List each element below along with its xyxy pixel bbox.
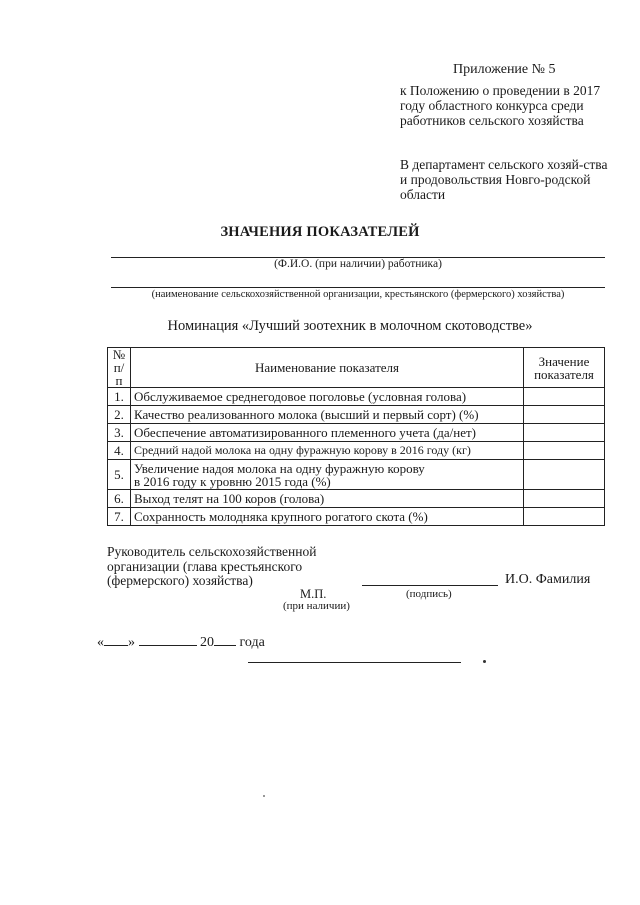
header-number: № п/п [108,348,131,388]
table-row [108,406,605,424]
row-indicator-name: Обеспечение автоматизированного племенного учета (да/нет) [131,424,524,442]
header-indicator-name: Наименование показателя [131,348,524,388]
day-blank[interactable] [104,633,128,646]
row-indicator-name: Обслуживаемое среднегодовое поголовье (условная голова) [131,388,524,406]
nomination-title: Номинация «Лучший зоотехник в молочном скотоводстве» [167,318,533,334]
year-blank[interactable] [214,633,236,646]
table-row [108,442,605,460]
regulation-reference: к Положению о проведении в 2017 году областного конкурса среди работников сельского хозяйства [400,83,601,128]
addressee: В департамент сельского хозяй-ства и продовольствия Новго-родской области [400,157,608,202]
signature-caption: (подпись) [406,588,452,600]
stamp-note: (при наличии) [283,600,350,612]
row-value-cell[interactable] [524,490,605,508]
row-indicator-name: Увеличение надоя молока на одну фуражную корову в 2016 году к уровню 2015 года (%) [131,460,524,490]
month-blank[interactable] [139,633,197,646]
row-value-cell[interactable] [524,388,605,406]
indicators-table [107,347,605,526]
stamp-label: М.П. [300,587,327,601]
appendix-number: Приложение № 5 [453,62,556,77]
row-number: 7. [108,508,131,526]
organization-name-line [111,287,605,288]
table-row [108,388,605,406]
row-indicator-name: Качество реализованного молока (высший и первый сорт) (%) [131,406,524,424]
row-value-cell[interactable] [524,406,605,424]
row-indicator-name: Сохранность молодняка крупного рогатого скота (%) [131,508,524,526]
row-number: 4. [108,442,131,460]
row-indicator-name: Выход телят на 100 коров (голова) [131,490,524,508]
table-header-row [108,348,605,388]
row-indicator-name: Средний надой молока на одну фуражную корову в 2016 году (кг) [131,442,524,460]
row-value-cell[interactable] [524,508,605,526]
row-value-cell[interactable] [524,442,605,460]
row-number: 5. [108,460,131,490]
scan-speck [263,795,265,797]
date-line: « » 20 года [97,635,265,650]
worker-name-caption: (Ф.И.О. (при наличии) работника) [274,258,442,270]
row-value-cell[interactable] [524,424,605,442]
table-row [108,490,605,508]
signature-line [362,585,498,586]
row-number: 2. [108,406,131,424]
row-number: 3. [108,424,131,442]
row-value-cell[interactable] [524,460,605,490]
bottom-line [248,662,461,663]
organization-name-caption: (наименование сельскохозяйственной организации, крестьянского (фермерского) хозяйства) [151,289,565,300]
table-row [108,424,605,442]
row-number: 1. [108,388,131,406]
signatory-name: И.О. Фамилия [505,572,591,587]
table-row [108,460,605,490]
document-title: ЗНАЧЕНИЯ ПОКАЗАТЕЛЕЙ [220,224,420,240]
header-indicator-value: Значение показателя [524,348,605,388]
table-row [108,508,605,526]
ink-dot [483,660,486,663]
row-number: 6. [108,490,131,508]
head-of-organization-label: Руководитель сельскохозяйственной организации (глава крестьянского (фермерского) хозяйства) [107,544,317,588]
